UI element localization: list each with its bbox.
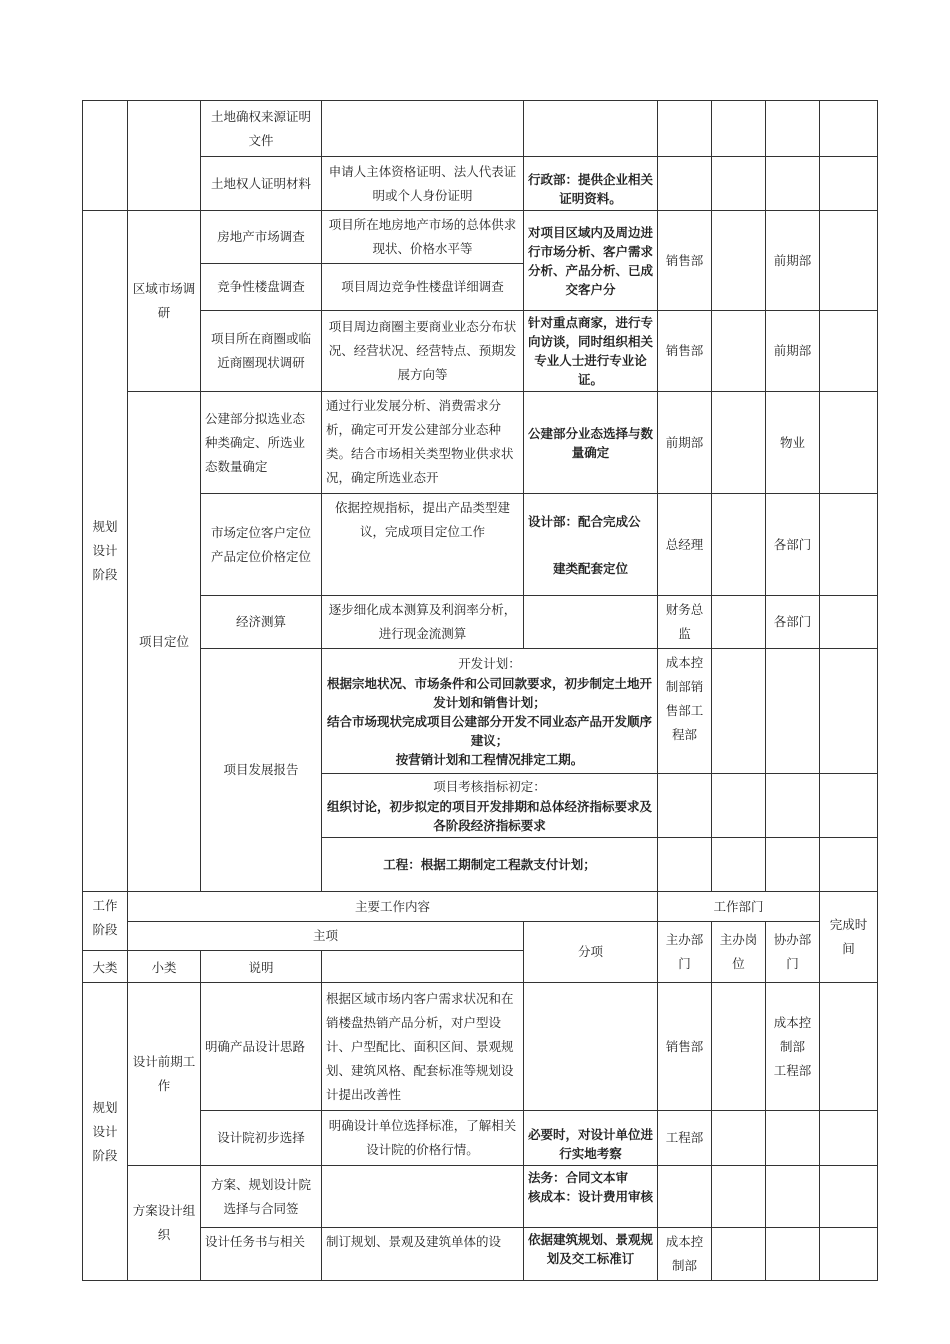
finish-time-scheme-contract xyxy=(820,1166,878,1228)
subitem-business-circle: 项目所在商圈或临近商圈现状调研 xyxy=(201,311,322,392)
branch-institute-select: 必要时，对设计单位进行实地考察 xyxy=(524,1111,658,1166)
stage-cell-continued-2 xyxy=(83,157,128,211)
branch-design-brief xyxy=(524,1228,658,1281)
subitem-market-survey: 房地产市场调查 xyxy=(201,211,322,264)
assist-dept-design-idea-a: 成本控制部 xyxy=(773,1014,812,1054)
header-assist-dept: 协办部门 xyxy=(766,922,820,983)
lead-post-market-survey xyxy=(712,211,766,311)
category-pre-design: 设计前期工作 xyxy=(128,983,201,1166)
finish-time-dev-plan xyxy=(820,649,878,774)
lead-dept-market-survey: 销售部 xyxy=(658,211,712,311)
finish-time-land-source xyxy=(820,101,878,157)
header-main-content: 主要工作内容 xyxy=(128,892,658,922)
subitem-market-position: 市场定位客户定位产品定位价格定位 xyxy=(201,494,322,596)
lead-post-business-circle xyxy=(712,311,766,392)
assist-dept-land-owner xyxy=(766,157,820,211)
subitem-scheme-contract: 方案、规划设计院选择与合同签 xyxy=(201,1166,322,1228)
finish-time-engineering xyxy=(820,838,878,892)
finish-time-institute-select xyxy=(820,1111,878,1166)
finish-time-public-format xyxy=(820,392,878,494)
desc-market-position: 依据控规指标，提出产品类型建议，完成项目定位工作 xyxy=(322,494,524,596)
dev-plan-line1: 根据宗地状况、市场条件和公司回款要求，初步制定土地开发计划和销售计划； xyxy=(326,675,652,710)
category-cell-continued xyxy=(128,101,201,157)
subitem-design-idea: 明确产品设计思路 xyxy=(201,983,322,1111)
desc-competitor-survey: 项目周边竞争性楼盘详细调查 xyxy=(322,264,524,311)
branch-scheme-contract-line1: 法务：合同文本审 xyxy=(528,1170,629,1185)
lead-post-dev-plan xyxy=(712,649,766,774)
dev-plan-title: 开发计划： xyxy=(458,655,521,671)
stage-planning-design: 规划设计阶段 xyxy=(83,211,128,892)
lead-post-land-owner xyxy=(712,157,766,211)
category-project-positioning: 项目定位 xyxy=(128,392,201,892)
header-sub-item: 分项 xyxy=(524,922,658,983)
lead-post-market-position xyxy=(712,494,766,596)
lead-dept-land-owner xyxy=(658,157,712,211)
assist-dept-public-format: 物业 xyxy=(766,392,820,494)
desc-market-survey: 项目所在地房地产市场的总体供求现状、价格水平等 xyxy=(322,211,524,264)
desc-land-owner: 申请人主体资格证明、法人代表证明或个人身份证明 xyxy=(322,157,524,211)
assist-dept-engineering xyxy=(766,838,820,892)
assist-dept-market-position: 各部门 xyxy=(766,494,820,596)
lead-post-kpi xyxy=(712,774,766,838)
assist-dept-land-source xyxy=(766,101,820,157)
lead-post-public-format xyxy=(712,392,766,494)
stage-planning-design-2: 规划设计阶段 xyxy=(83,983,128,1281)
assist-dept-design-idea xyxy=(766,983,820,1111)
desc-design-brief: 制订规划、景观及建筑单体的设 xyxy=(322,1228,524,1281)
branch-design-idea xyxy=(524,983,658,1111)
subitem-dev-report: 项目发展报告 xyxy=(201,649,322,892)
lead-dept-market-position: 总经理 xyxy=(658,494,712,596)
lead-post-scheme-contract xyxy=(712,1166,766,1228)
branch-scheme-contract xyxy=(524,1166,658,1228)
lead-dept-institute-select: 工程部 xyxy=(658,1111,712,1166)
subitem-design-brief: 设计任务书与相关 xyxy=(201,1228,322,1281)
finish-time-design-brief xyxy=(820,1228,878,1281)
finish-time-business-circle xyxy=(820,311,878,392)
assist-dept-business-circle: 前期部 xyxy=(766,311,820,392)
desc-scheme-contract xyxy=(322,1166,524,1228)
lead-post-engineering xyxy=(712,838,766,892)
assist-dept-market-survey: 前期部 xyxy=(766,211,820,311)
subitem-public-format: 公建部分拟选业态种类确定、所选业态数量确定 xyxy=(201,392,322,494)
category-cell-continued-2 xyxy=(128,157,201,211)
branch-market-position-line2: 建类配套定位 xyxy=(552,560,628,576)
lead-dept-kpi xyxy=(658,774,712,838)
lead-dept-dev-plan: 成本控制部销售部工程部 xyxy=(658,649,712,774)
finish-time-land-owner xyxy=(820,157,878,211)
kpi-title: 项目考核指标初定： xyxy=(433,778,546,794)
branch-market-position-gap xyxy=(528,531,653,559)
header-lead-dept: 主办部门 xyxy=(658,922,712,983)
subitem-competitor-survey: 竞争性楼盘调查 xyxy=(201,264,322,311)
lead-dept-business-circle: 销售部 xyxy=(658,311,712,392)
subitem-land-owner: 土地权人证明材料 xyxy=(201,157,322,211)
finish-time-kpi xyxy=(820,774,878,838)
lead-dept-engineering xyxy=(658,838,712,892)
branch-scheme-contract-line2: 核成本：设计费用审核 xyxy=(528,1189,653,1204)
lead-post-design-brief xyxy=(712,1228,766,1281)
lead-dept-economic-calc: 财务总监 xyxy=(658,596,712,649)
header-finish-time: 完成时间 xyxy=(820,892,878,983)
finish-time-market-survey xyxy=(820,211,878,311)
assist-dept-economic-calc: 各部门 xyxy=(766,596,820,649)
header-subcategory: 小类 xyxy=(128,951,201,983)
assist-dept-scheme-contract xyxy=(766,1166,820,1228)
header-description: 说明 xyxy=(201,951,322,983)
lead-post-economic-calc xyxy=(712,596,766,649)
branch-market-position-line1: 设计部：配合完成公 xyxy=(528,513,641,529)
branch-economic-calc xyxy=(524,596,658,649)
dev-plan-line2: 结合市场现状完成项目公建部分开发不同业态产品开发顺序建议； xyxy=(326,713,652,748)
branch-market-survey: 对项目区域内及周边进行市场分析、客户需求分析、产品分析、已成交客户分 xyxy=(524,211,658,311)
header-lead-post: 主办岗位 xyxy=(712,922,766,983)
branch-design-brief-text: 依据建筑规划、景观规划及交工标准订 xyxy=(528,1232,653,1266)
subitem-land-source: 土地确权来源证明文件 xyxy=(201,101,322,157)
dev-plan-cell xyxy=(322,649,658,774)
assist-dept-dev-plan xyxy=(766,649,820,774)
kpi-text: 组织讨论，初步拟定的项目开发排期和总体经济指标要求及各阶段经济指标要求 xyxy=(326,798,652,833)
subitem-economic-calc: 经济测算 xyxy=(201,596,322,649)
finish-time-economic-calc xyxy=(820,596,878,649)
lead-dept-land-source xyxy=(658,101,712,157)
desc-design-idea: 根据区域市场内客户需求状况和在销楼盘热销产品分析，对户型设计、户型配比、面积区间、景观规划、建筑风格、配套标准等规划设计提出改善性 xyxy=(322,983,524,1111)
header-stage: 工作阶段 xyxy=(83,892,128,951)
assist-dept-design-brief xyxy=(766,1228,820,1281)
category-regional-research: 区域市场调研 xyxy=(128,211,201,392)
stage-cell-continued xyxy=(83,101,128,157)
category-scheme-org: 方案设计组织 xyxy=(128,1166,201,1281)
header-work-dept: 工作部门 xyxy=(658,892,820,922)
lead-post-land-source xyxy=(712,101,766,157)
assist-dept-design-idea-b: 工程部 xyxy=(773,1062,812,1078)
desc-business-circle: 项目周边商圈主要商业业态分布状况、经营状况、经营特点、预期发展方向等 xyxy=(322,311,524,392)
desc-land-source xyxy=(322,101,524,157)
lead-post-design-idea xyxy=(712,983,766,1111)
branch-public-format: 公建部分业态选择与数量确定 xyxy=(524,392,658,494)
branch-business-circle: 针对重点商家，进行专向访谈，同时组织相关专业人士进行专业论证。 xyxy=(524,311,658,392)
header-main-item: 主项 xyxy=(128,922,524,951)
desc-economic-calc: 逐步细化成本测算及利润率分析，进行现金流测算 xyxy=(322,596,524,649)
lead-dept-design-idea: 销售部 xyxy=(658,983,712,1111)
subitem-institute-select: 设计院初步选择 xyxy=(201,1111,322,1166)
desc-institute-select: 明确设计单位选择标准，了解相关设计院的价格行情。 xyxy=(322,1111,524,1166)
lead-dept-public-format: 前期部 xyxy=(658,392,712,494)
assist-dept-institute-select xyxy=(766,1111,820,1166)
desc-public-format: 通过行业发展分析、消费需求分析，确定可开发公建部分业态种类。结合市场相关类型物业供求状况，确定所选业态开 xyxy=(322,392,524,494)
assist-dept-kpi xyxy=(766,774,820,838)
work-plan-table xyxy=(82,100,878,1281)
lead-post-institute-select xyxy=(712,1111,766,1166)
kpi-cell xyxy=(322,774,658,838)
lead-dept-design-brief: 成本控制部 xyxy=(658,1228,712,1281)
branch-market-position xyxy=(524,494,658,596)
finish-time-design-idea xyxy=(820,983,878,1111)
dev-plan-line3: 按营销计划和工程情况排定工期。 xyxy=(395,751,584,767)
engineering-cell: 工程：根据工期制定工程款支付计划； xyxy=(322,838,658,892)
branch-land-source xyxy=(524,101,658,157)
header-category: 大类 xyxy=(83,951,128,983)
lead-dept-scheme-contract xyxy=(658,1166,712,1228)
branch-land-owner: 行政部：提供企业相关证明资料。 xyxy=(524,157,658,211)
finish-time-market-position xyxy=(820,494,878,596)
